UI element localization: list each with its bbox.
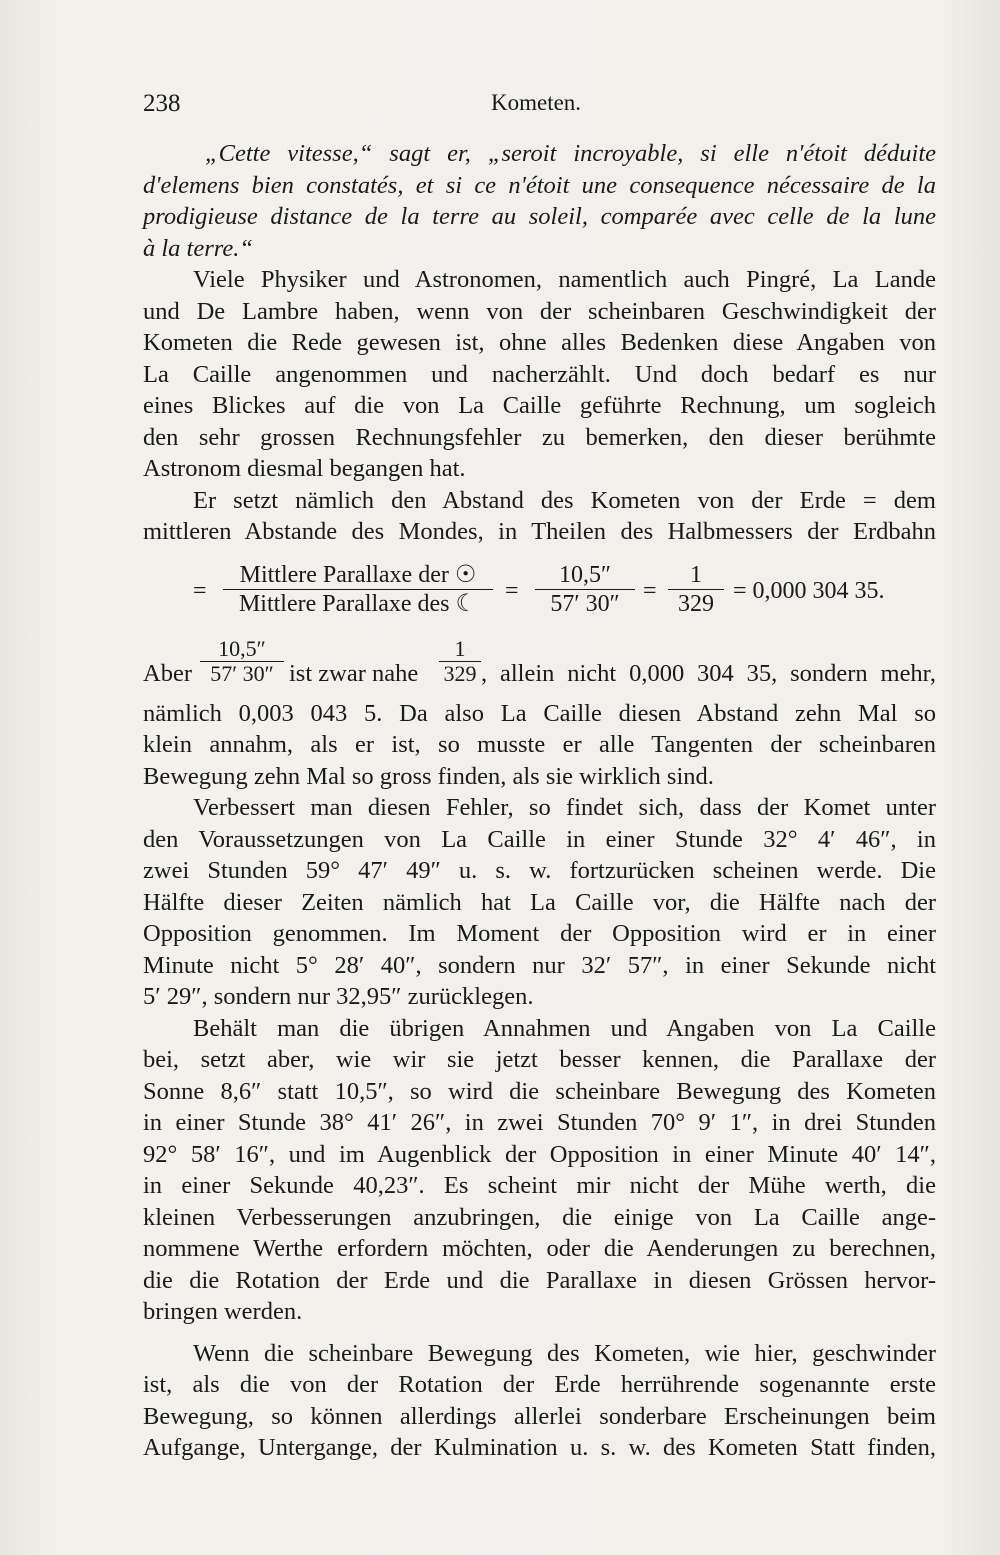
text-line: mittleren Abstande des Mondes, in Theilen des Halbmessers der Erdbahn <box>143 518 936 545</box>
text-line: „Cette vitesse,“ sagt er, „seroit incroyable, si elle n'étoit déduite <box>205 140 936 167</box>
text-line: Minute nicht 5° 28′ 40″, sondern nur 32′ 57″, in einer Sekunde nicht <box>143 951 936 979</box>
text-line: den sehr grossen Rechnungsfehler zu bemerken, den dieser berühmte <box>143 423 936 451</box>
paragraph-assumptions <box>143 1013 936 1328</box>
text-line: bei, setzt aber, wie wir sie jetzt besser kennen, die Parallaxe der <box>143 1046 936 1073</box>
text-line: 5′ 29″, sondern nur 32,95″ zurücklegen. <box>143 983 534 1010</box>
text-line: die die Rotation der Erde und die Parallaxe in diesen Grössen hervor- <box>143 1266 936 1294</box>
page-number: 238 <box>143 90 181 117</box>
running-header <box>143 88 935 120</box>
text-line: den Voraussetzungen von La Caille in einer Stunde 32° 4′ 46″, in <box>143 825 936 853</box>
paragraph-correction <box>143 792 936 1013</box>
fraction-bar <box>223 589 493 590</box>
text-line: La Caille angenommen und nacherzählt. Und doch bedarf es nur <box>143 360 936 388</box>
fraction-denominator: 329 <box>443 660 477 686</box>
aber-rest-text: , allein nicht 0,000 304 35, sondern mehr, <box>481 659 936 687</box>
text-line: d'elemens bien constatés, et si ce n'étoit une consequence nécessaire de la <box>143 171 936 199</box>
text-line: und De Lambre haben, wenn von der scheinbaren Geschwindigkeit der <box>143 297 936 325</box>
parallax-formula <box>143 562 936 624</box>
aber-word: Aber <box>143 659 192 687</box>
aber-middle-text: ist zwar nahe <box>289 659 419 687</box>
arcsecond-fraction <box>535 562 635 617</box>
text-line: Astronom diesmal begangen hat. <box>143 455 466 482</box>
text-line: in einer Sekunde 40,23″. Es scheint mir nicht der Mühe werth, die <box>143 1172 936 1199</box>
text-line: Hälfte dieser Zeiten nämlich hat La Caille vor, die Hälfte nach der <box>143 888 936 916</box>
paragraph-distance <box>143 485 936 548</box>
formula-result: = 0,000 304 35. <box>733 577 885 604</box>
text-line: Verbessert man diesen Fehler, so findet sich, dass der Komet unter <box>193 794 936 821</box>
fraction-denominator: 57′ 30″ <box>550 590 620 617</box>
fraction-denominator: Mittlere Parallaxe des ☾ <box>238 590 478 617</box>
text-line: eines Blickes auf die von La Caille geführte Rechnung, um sogleich <box>143 392 936 419</box>
text-line: Bewegung, so können allerdings allerlei sonderbare Erscheinungen beim <box>143 1402 936 1430</box>
fraction-numerator: 1 <box>690 561 702 588</box>
text-line: Opposition genommen. Im Moment der Opposition wird er in einer <box>143 920 936 947</box>
running-title: Kometen. <box>491 90 582 115</box>
equals-sign: = <box>643 577 657 604</box>
text-line: nämlich 0,003 043 5. Da also La Caille diesen Abstand zehn Mal so <box>143 699 936 727</box>
fraction-bar <box>668 589 724 590</box>
fraction-numerator: 10,5″ <box>559 561 611 588</box>
parallax-ratio-fraction <box>223 562 493 617</box>
text-line: Viele Physiker und Astronomen, namentlich auch Pingré, La Lande <box>193 266 936 293</box>
text-line: nommene Werthe erfordern möchten, oder die Aenderungen zu berechnen, <box>143 1235 936 1262</box>
body-text <box>143 138 936 1464</box>
fraction-numerator: 1 <box>454 635 466 661</box>
text-line: Er setzt nämlich den Abstand des Kometen von der Erde = dem <box>193 486 936 514</box>
text-line: Wenn die scheinbare Bewegung des Kometen, wie hier, geschwinder <box>193 1339 936 1367</box>
fraction-denominator: 329 <box>678 590 714 617</box>
text-line: prodigieuse distance de la terre au soleil, comparée avec celle de la lune <box>143 203 936 230</box>
text-line: Kometen die Rede gewesen ist, ohne alles Bedenken diese Angaben von <box>143 329 936 356</box>
paragraph-apparent-motion <box>143 1338 936 1464</box>
reciprocal-fraction <box>668 562 724 617</box>
text-line: ist, als die von der Rotation der Erde herrührende sogenannte erste <box>143 1371 936 1398</box>
text-line: zwei Stunden 59° 47′ 49″ u. s. w. fortzurücken scheinen werde. Die <box>143 857 936 884</box>
aber-reciprocal-fraction <box>439 635 481 686</box>
text-line: à la terre.“ <box>143 234 254 262</box>
text-line: Behält man die übrigen Annahmen und Angaben von La Caille <box>193 1014 936 1042</box>
text-line: 92° 58′ 16″, und im Augenblick der Opposition in einer Minute 40′ 14″, <box>143 1140 936 1168</box>
quote-paragraph <box>143 138 936 264</box>
fraction-numerator: 10,5″ <box>218 635 266 661</box>
text-line: Aufgange, Untergange, der Kulmination u. s. w. des Kometen Statt finden, <box>143 1434 936 1461</box>
text-line: in einer Stunde 38° 41′ 26″, in zwei Stunden 70° 9′ 1″, in drei Stunden <box>143 1109 936 1136</box>
text-line: kleinen Verbesserungen anzubringen, die einige von La Caille ange- <box>143 1203 936 1231</box>
fraction-denominator: 57′ 30″ <box>210 660 274 686</box>
fraction-bar <box>535 589 635 590</box>
aber-fraction <box>200 635 284 686</box>
paragraph-physicists <box>143 264 936 485</box>
text-line: bringen werden. <box>143 1298 303 1325</box>
text-line: klein annahm, als er ist, so musste er alle Tangenten der scheinbaren <box>143 731 936 758</box>
equals-sign: = <box>193 577 207 604</box>
text-line: Sonne 8,6″ statt 10,5″, so wird die scheinbare Bewegung des Kometen <box>143 1077 936 1105</box>
equals-sign: = <box>505 577 519 604</box>
text-line: Bewegung zehn Mal so gross finden, als sie wirklich sind. <box>143 762 714 790</box>
fraction-numerator: Mittlere Parallaxe der ☉ <box>239 561 477 588</box>
paragraph-error <box>143 698 936 793</box>
aber-line <box>143 634 936 698</box>
